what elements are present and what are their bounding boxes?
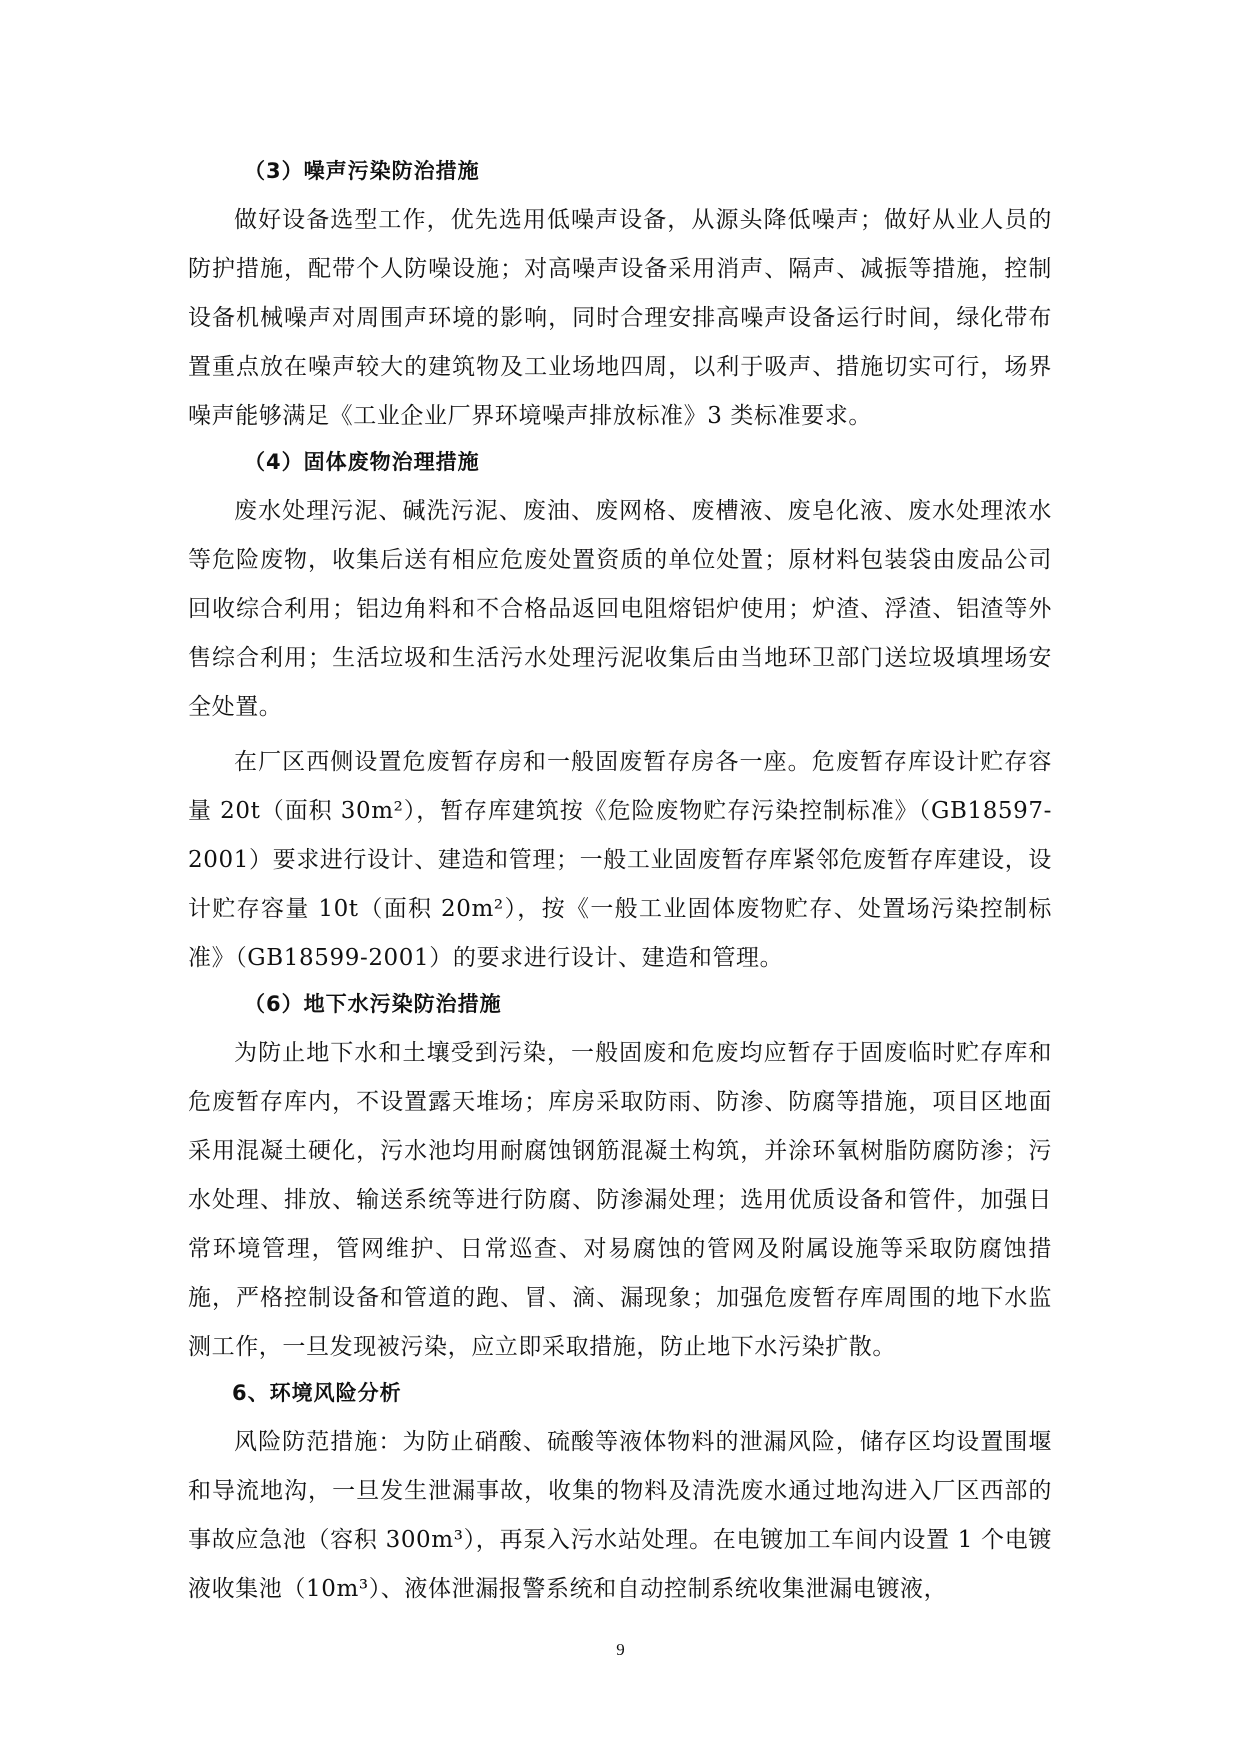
paragraph-solid-waste-disposal: 废水处理污泥、碱洗污泥、废油、废网格、废槽液、废皂化液、废水处理浓水等危险废物，收集后送有相应危废处置资质的单位处置；原材料包装袋由废品公司回收综合利用；铝边角料和不合格品返回电阻熔铝炉使用；炉渣、浮渣、铝渣等外售综合利用；生活垃圾和生活污水处理污泥收集后由当地环卫部门送垃圾填埋场安全处置。 <box>188 498 1052 720</box>
paragraph-noise-measures: 做好设备选型工作，优先选用低噪声设备，从源头降低噪声；做好从业人员的防护措施，配带个人防噪设施；对高噪声设备采用消声、隔声、减振等措施，控制设备机械噪声对周围声环境的影响，同时合理安排高噪声设备运行时间，绿化带布置重点放在噪声较大的建筑物及工业场地四周，以利于吸声、措施切实可行，场界噪声能够满足《工业企业厂界环境噪声排放标准》3 类标准要求。 <box>188 207 1052 429</box>
section-heading-risk-analysis: 6、环境风险分析 <box>232 1381 402 1405</box>
section-heading-noise: （3）噪声污染防治措施 <box>244 159 480 183</box>
paragraph-storage-facilities: 在厂区西侧设置危废暂存房和一般固废暂存房各一座。危废暂存库设计贮存容量 20t（面积 30m²），暂存库建筑按《危险废物贮存污染控制标准》（GB18597-2001）要求进行设计、建造和管理；一般工业固废暂存库紧邻危废暂存库建设，设计贮存容量 10t（面积 20m²），按《一般工业固体废物贮存、处置场污染控制标准》（GB18599-2001）的要求进行设计、建造和管理。 <box>188 749 1052 971</box>
page-number: 9 <box>616 1640 625 1659</box>
paragraph-risk-prevention: 风险防范措施：为防止硝酸、硫酸等液体物料的泄漏风险，储存区均设置围堰和导流地沟，一旦发生泄漏事故，收集的物料及清洗废水通过地沟进入厂区西部的事故应急池（容积 300m³），再泵入污水站处理。在电镀加工车间内设置 1 个电镀液收集池（10m³）、液体泄漏报警系统和自动控制系统收集泄漏电镀液， <box>188 1429 1052 1602</box>
section-heading-solid-waste: （4）固体废物治理措施 <box>244 450 480 474</box>
section-heading-groundwater: （6）地下水污染防治措施 <box>244 992 502 1016</box>
paragraph-groundwater-measures: 为防止地下水和土壤受到污染，一般固废和危废均应暂存于固废临时贮存库和危废暂存库内，不设置露天堆场；库房采取防雨、防渗、防腐等措施，项目区地面采用混凝土硬化，污水池均用耐腐蚀钢筋混凝土构筑，并涂环氧树脂防腐防渗；污水处理、排放、输送系统等进行防腐、防渗漏处理；选用优质设备和管件，加强日常环境管理，管网维护、日常巡查、对易腐蚀的管网及附属设施等采取防腐蚀措施，严格控制设备和管道的跑、冒、滴、漏现象；加强危废暂存库周围的地下水监测工作，一旦发现被污染，应立即采取措施，防止地下水污染扩散。 <box>188 1040 1052 1360</box>
page-body <box>188 156 1052 1620</box>
